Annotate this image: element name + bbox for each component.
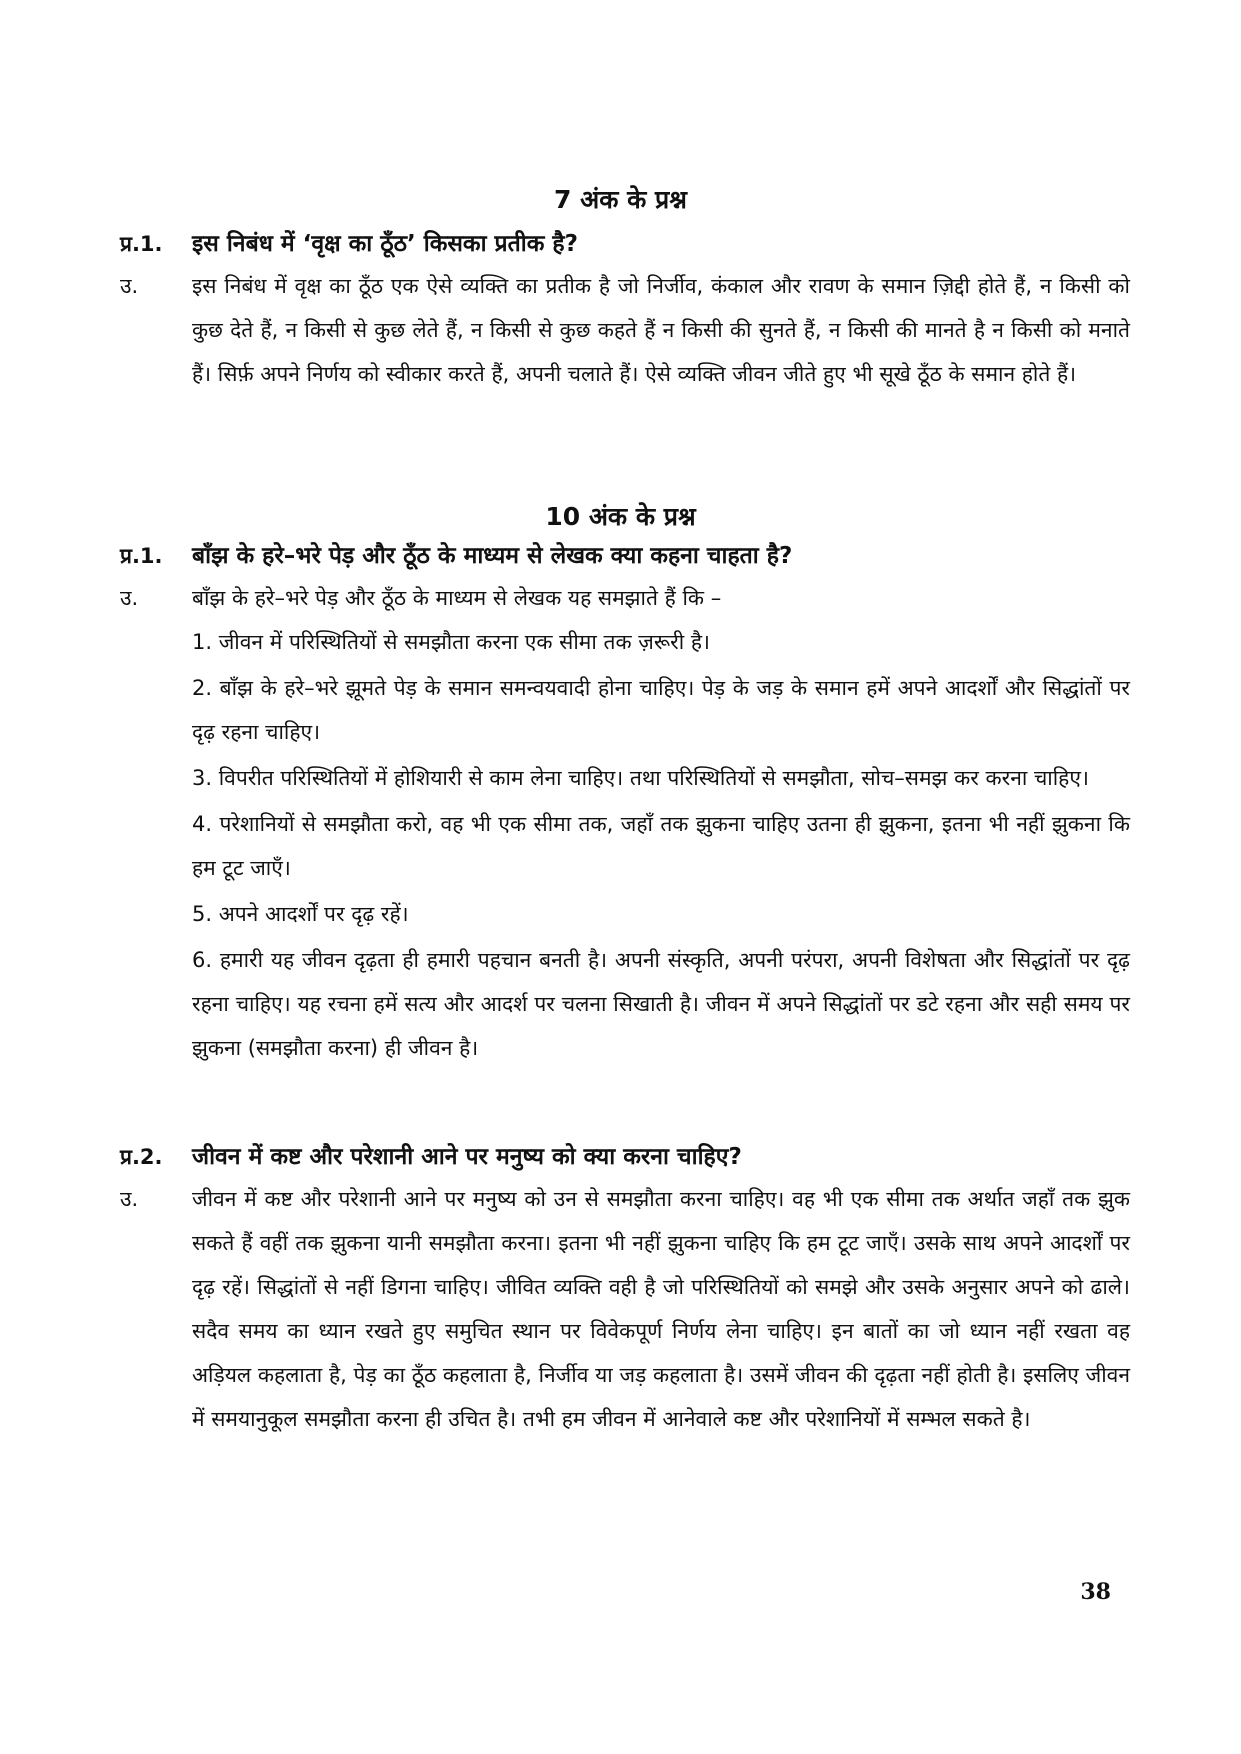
section-heading-7-marks: 7 अंक के प्रश्न (554, 185, 687, 214)
question-block-7-1 (120, 224, 1130, 396)
answer-row (120, 1177, 1130, 1441)
question-label: प्र.2. (120, 1145, 163, 1169)
question-text: बाँझ के हरे–भरे पेड़ और ठूँठ के माध्यम से लेखक क्या कहना चाहता है? (192, 543, 793, 569)
question-text: इस निबंध में ‘वृक्ष का ठूँठ’ किसका प्रतीक है? (192, 231, 578, 257)
answer-text: इस निबंध में वृक्ष का ठूँठ एक ऐसे व्यक्ति का प्रतीक है जो निर्जीव, कंकाल और रावण के समान ज़िद्दी होते हैं, न किसी को कुछ देते हैं, न किसी से कुछ लेते हैं, न किसी से कुछ कहते हैं न किसी की सुनते हैं, न किसी की मानते है न किसी को मनाते हैं। सिर्फ़ अपने निर्णय को स्वीकार करते हैं, अपनी चलाते हैं। ऐसे व्यक्ति जीवन जीते हुए भी सूखे ठूँठ के समान होते हैं। (192, 274, 1130, 386)
answer-point-4: 4. परेशानियों से समझौता करो, वह भी एक सीमा तक, जहाँ तक झुकना चाहिए उतना ही झुकना, इतना भी नहीं झुकना कि हम टूट जाएँ। (192, 812, 1130, 880)
question-row (120, 224, 1130, 264)
answer-point-2: 2. बाँझ के हरे–भरे झूमते पेड़ के समान समन्वयवादी होना चाहिए। पेड़ के जड़ के समान हमें अपने आदर्शों और सिद्धांतों पर दृढ़ रहना चाहिए। (192, 676, 1130, 744)
answer-label: उ. (120, 1187, 139, 1211)
answer-point-3: 3. विपरीत परिस्थितियों में होशियारी से काम लेना चाहिए। तथा परिस्थितियों से समझौता, सोच–समझ कर करना चाहिए। (192, 766, 1089, 790)
answer-text: जीवन में कष्ट और परेशानी आने पर मनुष्य को उन से समझौता करना चाहिए। वह भी एक सीमा तक अर्थात जहाँ तक झुक सकते हैं वहीं तक झुकना यानी समझौता करना। इतना भी नहीं झुकना चाहिए कि हम टूट जाएँ। उसके साथ अपने आदर्शों पर दृढ़ रहें। सिद्धांतों से नहीं डिगना चाहिए। जीवित व्यक्ति वही है जो परिस्थितियों को समझे और उसके अनुसार अपने को ढाले। सदैव समय का ध्यान रखते हुए समुचित स्थान पर विवेकपूर्ण निर्णय लेना चाहिए। इन बातों का जो ध्यान नहीं रखता वह अड़ियल कहलाता है, पेड़ का ठूँठ कहलाता है, निर्जीव या जड़ कहलाता है। उसमें जीवन की दृढ़ता नहीं होती है। इसलिए जीवन में समयानुकूल समझौता करना ही उचित है। तभी हम जीवन में आनेवाले कष्ट और परेशानियों में सम्भल सकते है। (192, 1187, 1130, 1431)
question-text: जीवन में कष्ट और परेशानी आने पर मनुष्य को क्या करना चाहिए? (192, 1144, 742, 1170)
answer-point-6: 6. हमारी यह जीवन दृढ़ता ही हमारी पहचान बनती है। अपनी संस्कृति, अपनी परंपरा, अपनी विशेषता और सिद्धांतों पर दृढ़ रहना चाहिए। यह रचना हमें सत्य और आदर्श पर चलना सिखाती है। जीवन में अपने सिद्धांतों पर डटे रहना और सही समय पर झुकना (समझौता करना) ही जीवन है। (192, 948, 1130, 1060)
answer-row (120, 576, 1130, 1070)
page-number: 38 (1080, 1579, 1111, 1605)
answer-intro: बाँझ के हरे–भरे पेड़ और ठूँठ के माध्यम से लेखक यह समझाते हैं कि – (192, 586, 722, 610)
question-row (120, 536, 1130, 576)
question-block-10-2 (120, 1137, 1130, 1441)
question-label: प्र.1. (120, 232, 163, 256)
answer-label: उ. (120, 586, 139, 610)
question-block-10-1 (120, 536, 1130, 1070)
section-heading-10-marks: 10 अंक के प्रश्न (545, 502, 696, 531)
answer-label: उ. (120, 274, 139, 298)
answer-point-5: 5. अपने आदर्शों पर दृढ़ रहें। (192, 902, 409, 926)
question-row (120, 1137, 1130, 1177)
answer-point-1: 1. जीवन में परिस्थितियों से समझौता करना एक सीमा तक ज़रूरी है। (192, 630, 710, 654)
question-label: प्र.1. (120, 544, 163, 568)
answer-row (120, 264, 1130, 396)
